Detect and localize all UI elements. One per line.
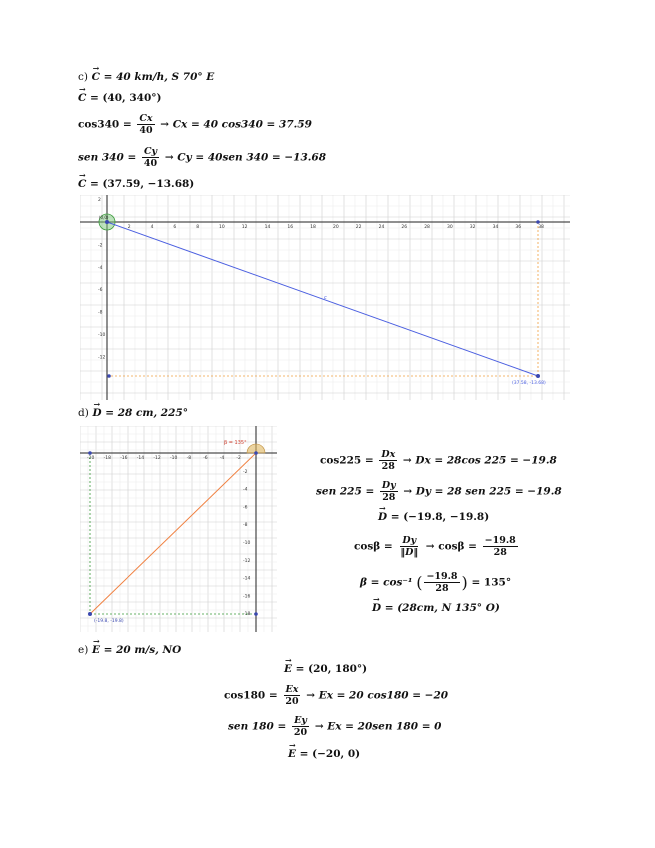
c-x-tick-label: 28 <box>424 225 430 230</box>
c-x-tick-label: 14 <box>264 225 271 230</box>
d-y-tick-label: -18 <box>243 612 251 618</box>
d-x-tick-label: -12 <box>153 456 161 461</box>
c-y-tick-label: 2 <box>98 198 101 203</box>
e-cos-eq: cos180 = $\frac{Ex}{20}$ → Ex = 20 cos180 = −20 <box>224 684 449 707</box>
graph-d <box>80 426 277 632</box>
c-x-point <box>536 220 540 224</box>
d-x-tick-label: -4 <box>219 456 225 461</box>
c-x-tick-label: 24 <box>378 225 385 230</box>
c-end-point <box>536 374 540 378</box>
c-x-tick-label: 6 <box>173 225 177 230</box>
graph-c <box>80 195 570 400</box>
d-x-tick-label: -16 <box>120 456 128 461</box>
c-origin-point <box>105 220 109 224</box>
d-x-tick-label: -10 <box>170 456 178 461</box>
c-y-tick-label: -12 <box>98 355 106 361</box>
c-y-tick-label: -10 <box>98 333 106 338</box>
d-end-point <box>88 612 92 616</box>
d-angle-label: β = 135° <box>224 440 247 446</box>
c-x-tick-label: 30 <box>447 225 453 230</box>
c-x-tick-label: 20 <box>333 225 339 230</box>
d-y-tick-label: -4 <box>243 487 248 493</box>
c-x-tick-label: 22 <box>355 225 362 230</box>
c-x-tick-label: 4 <box>150 225 154 230</box>
c-x-tick-label: 2 <box>127 225 131 230</box>
d-vector-line <box>90 453 256 614</box>
d-sen-eq: sen 225 = $\frac{Dy}{28}$ → Dy = 28 sen 225 = −19.8 <box>316 480 562 503</box>
c-y-tick-label: -6 <box>98 288 103 294</box>
c-x-tick-label: 16 <box>287 225 294 230</box>
d-result: → D = (−19.8, −19.8) <box>378 511 489 523</box>
d-y-tick-label: -14 <box>243 576 251 582</box>
c-sen-eq: sen 340 = $\frac{Cy}{40}$ → Cy = 40sen 340 = −13.68 <box>78 146 327 169</box>
e-statement: e) → E = 20 m/s, NO <box>78 644 181 656</box>
e-result: → E = (−20, 0) <box>288 748 360 760</box>
c-x-tick-label: 26 <box>401 225 408 230</box>
c-x-tick-label: 12 <box>241 225 248 230</box>
c-y-tick-label: -8 <box>98 310 103 316</box>
e-sen-eq: sen 180 = $\frac{Ey}{20}$ → Ex = 20sen 180 = 0 <box>228 715 442 738</box>
d-x-tick-label: -6 <box>203 456 208 461</box>
d-x-tick-label: -8 <box>186 456 192 461</box>
c-cos-eq: cos340 = $\frac{Cx}{40}$ → Cx = 40 cos340 = 37.59 <box>78 113 312 136</box>
d-y-tick-label: -10 <box>243 541 251 546</box>
d-point-label: (-19.8, -19.8) <box>94 619 124 624</box>
c-x-tick-label: 34 <box>492 225 499 230</box>
c-x-tick-label: 18 <box>310 225 316 230</box>
c-point-label: (37.58, -13.68) <box>512 381 546 386</box>
c-x-tick-label: 8 <box>196 225 200 230</box>
d-final: → D = (28cm, N 135° O) <box>372 602 500 614</box>
d-x-tick-label: -20 <box>87 456 95 461</box>
d-origin-point <box>254 451 258 455</box>
d-x-point <box>88 451 92 455</box>
c-origin-label: (0,0) <box>99 215 109 220</box>
d-y-tick-label: -2 <box>243 469 248 475</box>
d-x-tick-label: -2 <box>236 456 241 461</box>
d-cos-eq: cos225 = $\frac{Dx}{28}$ → Dx = 28cos 225 = −19.8 <box>320 449 557 472</box>
d-y-point <box>254 612 258 616</box>
d-beta-inv-eq: β = cos⁻¹ ( $\frac{-19.8}{28}$ ) = 135° <box>360 571 512 594</box>
d-x-tick-label: -14 <box>136 456 145 461</box>
e-polar: → E = (20, 180°) <box>284 663 367 675</box>
c-vector-line <box>107 222 538 376</box>
c-polar: → C = (40, 340°) <box>78 92 162 104</box>
d-y-tick-label: -6 <box>243 505 248 511</box>
c-x-tick-label: 36 <box>515 225 522 230</box>
c-statement: c) → C = 40 km/h, S 70° E <box>78 71 214 83</box>
d-beta-eq: cosβ = $\frac{Dy}{‖D‖}$ → cosβ = $\frac{-19.8}{28}$ <box>354 535 516 558</box>
c-y-tick-label: -2 <box>98 243 103 249</box>
d-statement: d) → D = 28 cm, 225° <box>78 407 188 419</box>
d-x-tick-label: -18 <box>103 456 111 461</box>
d-y-tick-label: -12 <box>243 558 251 564</box>
d-y-tick-label: -8 <box>243 523 248 529</box>
c-y-tick-label: -4 <box>98 265 103 271</box>
c-vector-label: c <box>324 295 327 301</box>
c-x-tick-label: 38 <box>538 225 544 230</box>
c-x-tick-label: 10 <box>219 225 225 230</box>
d-y-tick-label: -16 <box>243 594 251 600</box>
c-y-point <box>107 374 111 378</box>
c-result: → C = (37.59, −13.68) <box>78 178 194 190</box>
c-x-tick-label: 32 <box>469 225 476 230</box>
